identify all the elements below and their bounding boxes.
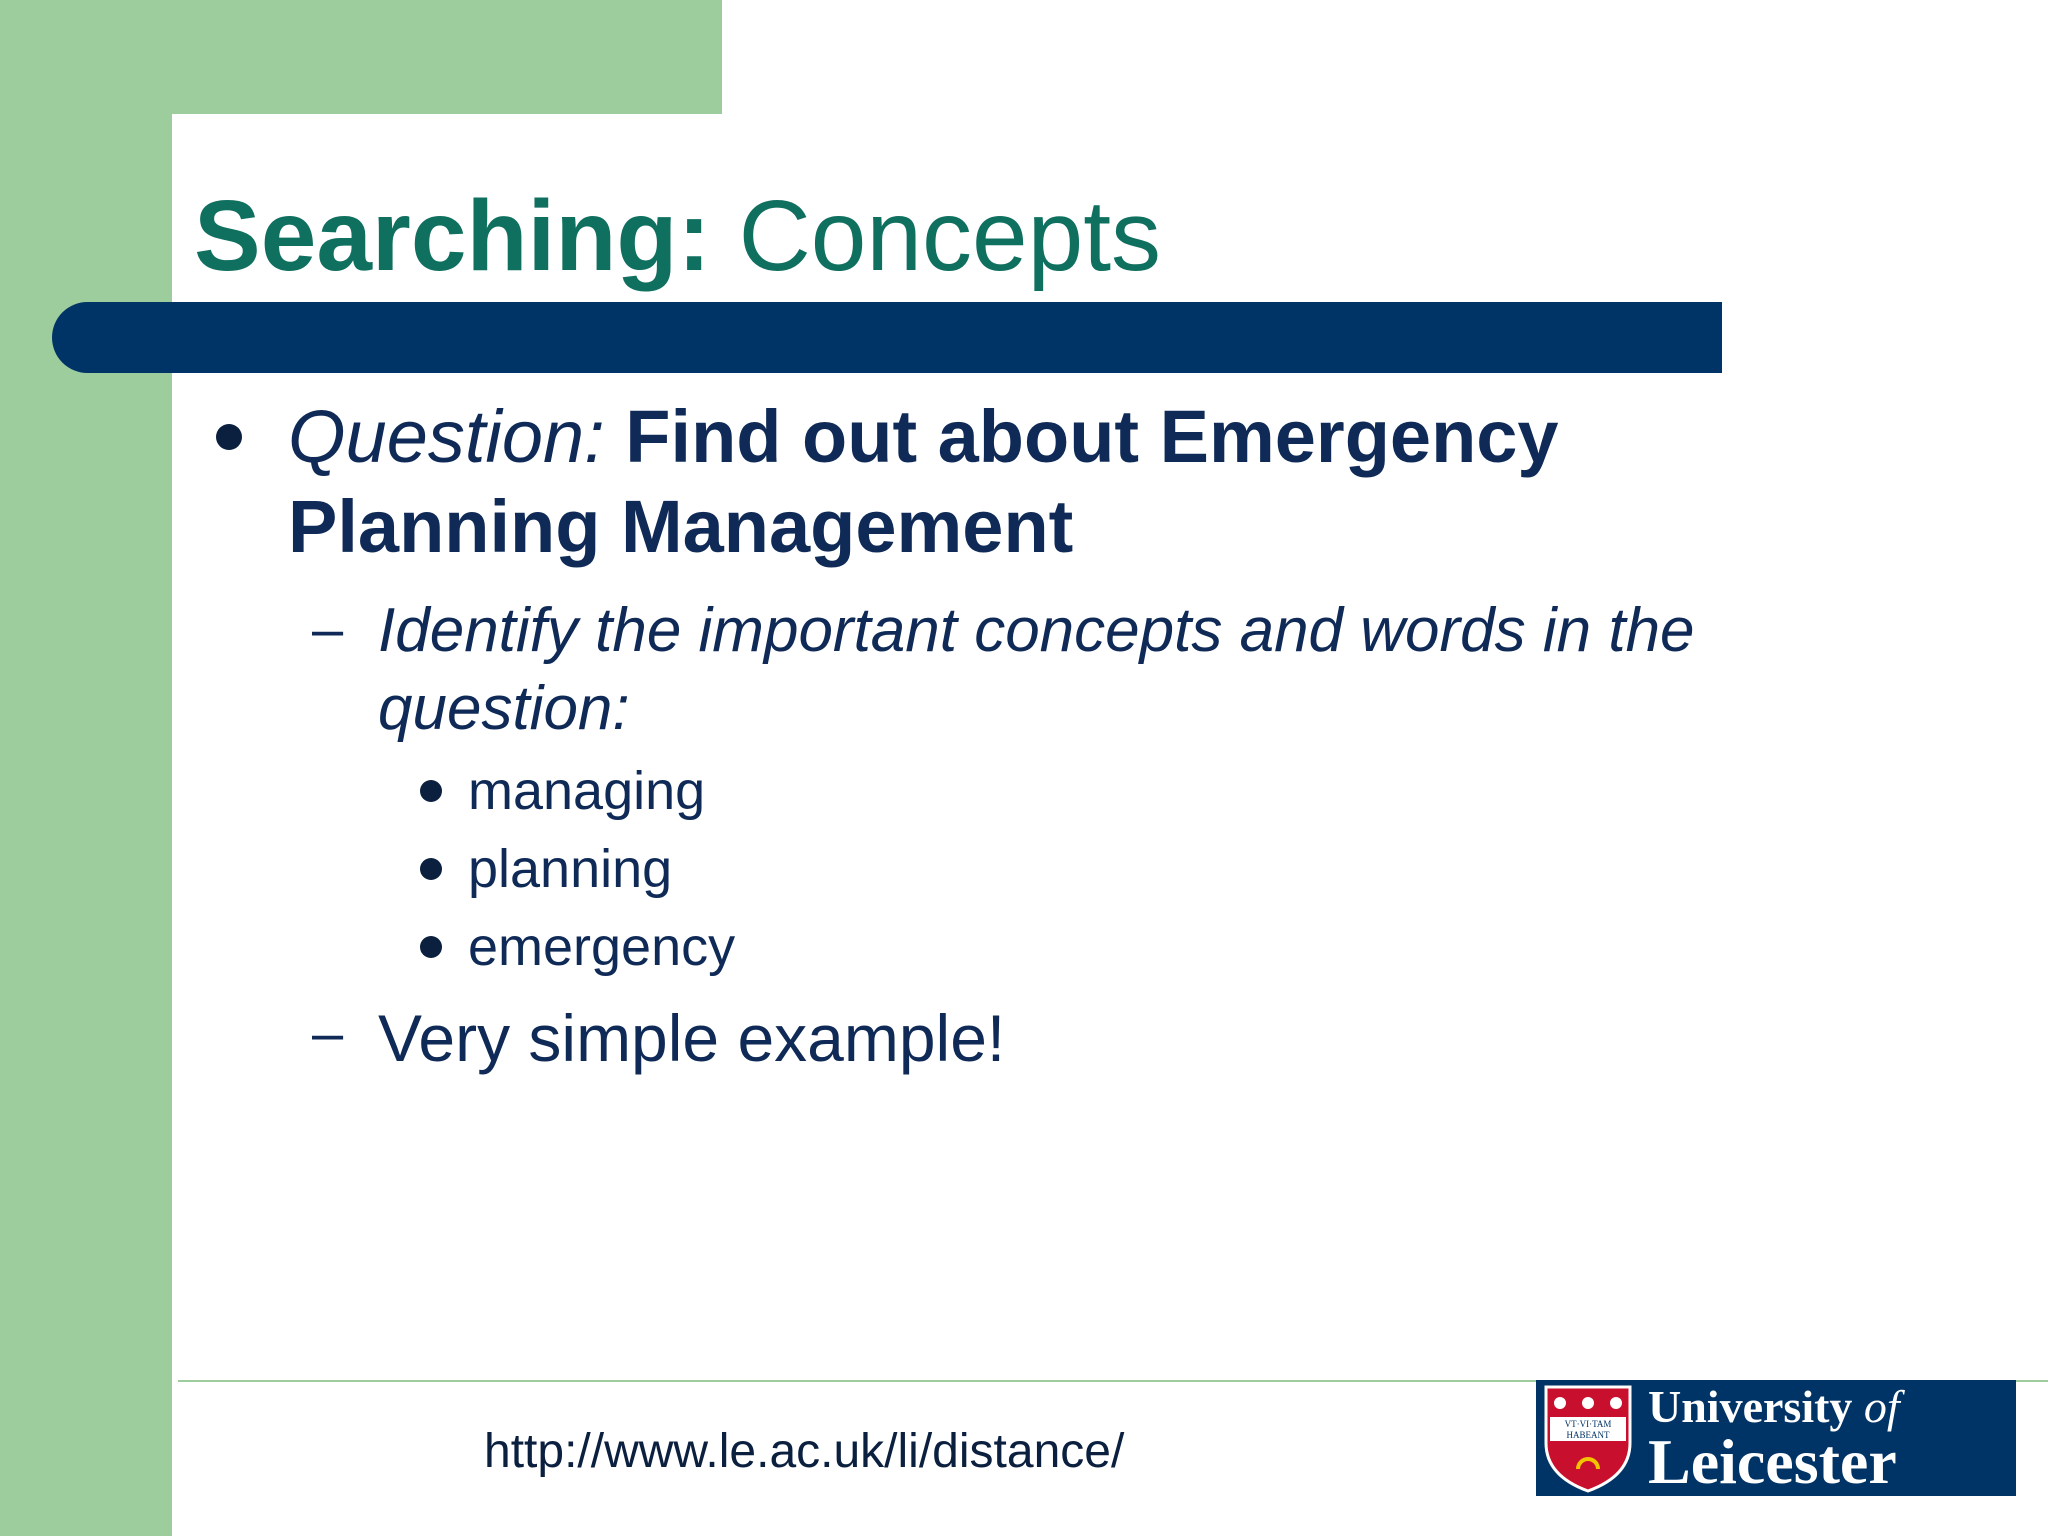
svg-text:HABEANT: HABEANT <box>1566 1430 1610 1440</box>
logo-wordmark <box>1648 1381 1900 1497</box>
list-item <box>420 758 735 836</box>
sub-point-identify: Identify the important concepts and words in the question: <box>378 596 1695 743</box>
title-underline-bar <box>52 302 1722 373</box>
question-bullet <box>288 392 1808 572</box>
dash-icon: – <box>312 597 344 660</box>
list-item-label: planning <box>468 839 673 899</box>
background-green-sidebar <box>0 0 172 1536</box>
logo-line-university <box>1648 1383 1900 1431</box>
title-rest: Concepts <box>710 180 1162 292</box>
bullet-icon <box>420 780 442 802</box>
sub-point-example: Very simple example! <box>378 1001 1006 1075</box>
logo-word-leicester: Leicester <box>1648 1426 1897 1497</box>
list-item <box>420 914 735 992</box>
crest-icon <box>1540 1383 1636 1493</box>
university-logo <box>1536 1380 2016 1496</box>
svg-text:VT·VI·TAM: VT·VI·TAM <box>1564 1419 1612 1429</box>
question-text: Find out about Emergency Planning Management <box>288 395 1559 568</box>
list-item-label: emergency <box>468 917 736 977</box>
dash-icon: – <box>312 1001 344 1064</box>
footer-url: http://www.le.ac.uk/li/distance/ <box>484 1425 1125 1478</box>
bullet-icon <box>216 424 242 450</box>
slide-title <box>194 176 1161 296</box>
bullet-icon <box>420 936 442 958</box>
concept-list <box>420 758 735 992</box>
bullet-icon <box>420 858 442 880</box>
title-bold: Searching: <box>194 180 711 292</box>
logo-word-university: University <box>1648 1381 1853 1432</box>
list-item-label: managing <box>468 761 706 821</box>
question-label: Question: <box>288 395 605 478</box>
logo-word-of: of <box>1863 1381 1900 1432</box>
list-item <box>420 836 735 914</box>
